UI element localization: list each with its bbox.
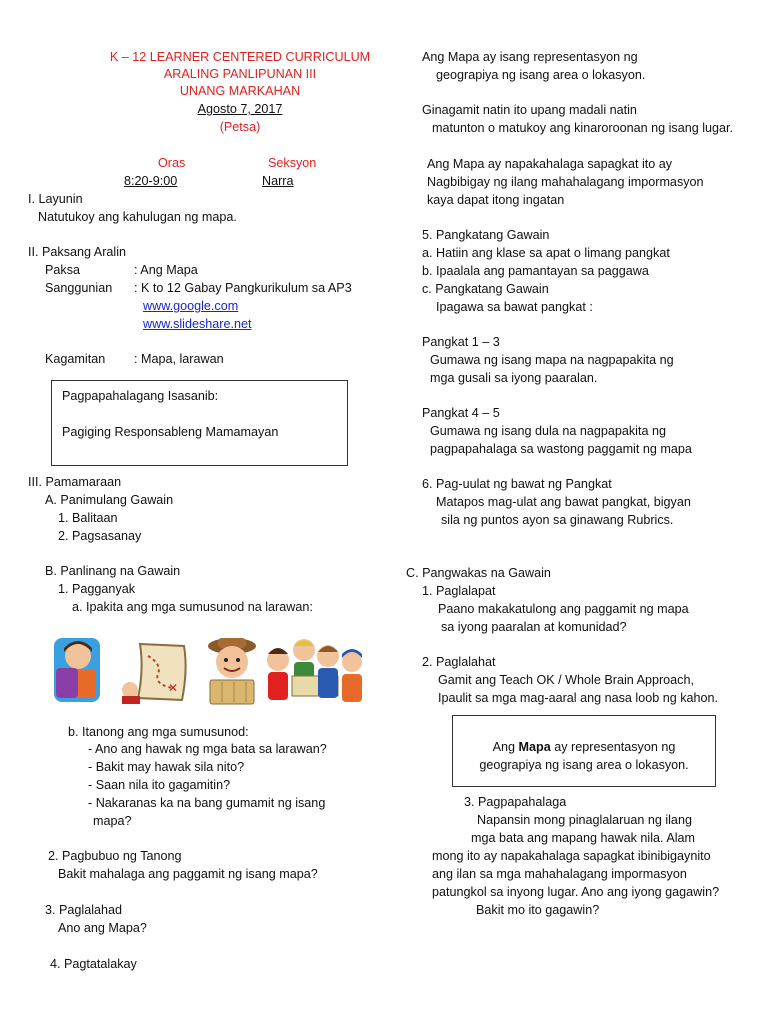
value-box-title: Pagpapahalagang Isasanib: (62, 389, 219, 403)
header-curriculum: K – 12 LEARNER CENTERED CURRICULUM (109, 50, 371, 64)
boy-holding-map-icon (202, 634, 262, 708)
box-text-post: ay representasyon ng (554, 740, 676, 754)
pagbubuo-heading: 2. Pagbubuo ng Tanong (48, 849, 182, 863)
paglalapat-heading: 1. Paglalapat (422, 584, 496, 598)
map-definition-line-1 (453, 738, 715, 756)
header-subject: ARALING PANLIPUNAN III (163, 67, 317, 81)
pagpapahalaga-line-4: ang ilan sa mga mahahalagang impormasyon (432, 867, 687, 881)
pangkat-step-c: c. Pangkatang Gawain (422, 282, 549, 296)
paglalahat-heading: 2. Paglalahat (422, 655, 496, 669)
importance-line-1: Ang Mapa ay napakahalaga sapagkat ito ay (427, 157, 673, 171)
seksyon-value: Narra (262, 174, 294, 188)
group-4-5-line-2: pagpapahalaga sa wastong paggamit ng mapa (430, 442, 692, 456)
pagpapahalaga-line-1: Napansin mong pinaglalaruan ng ilang (477, 813, 692, 827)
pangwakas-heading: C. Pangwakas na Gawain (406, 566, 551, 580)
pangkat-step-a: a. Hatiin ang klase sa apat o limang pangkat (422, 246, 670, 260)
pag-uulat-line-1: Matapos mag-ulat ang bawat pangkat, bigyan (436, 495, 691, 509)
sanggunian-value: : K to 12 Gabay Pangkurikulum sa AP3 (134, 281, 352, 295)
layunin-text: Natutukoy ang kahulugan ng mapa. (38, 210, 237, 224)
pamamaraan-heading: III. Pamamaraan (28, 475, 122, 489)
sanggunian-label: Sanggunian (45, 281, 113, 295)
pangkat-step-b: b. Ipaalala ang pamantayan sa paggawa (422, 264, 649, 278)
group-1-3-line-2: mga gusali sa iyong paaralan. (430, 371, 598, 385)
pagpapahalaga-line-6: Bakit mo ito gagawin? (476, 903, 600, 917)
oras-value: 8:20-9:00 (124, 174, 178, 188)
seksyon-label: Seksyon (268, 156, 317, 170)
pagpapahalaga-line-3: mong ito ay napakahalaga sapagkat ibinibigaynito (432, 849, 711, 863)
usage-line-2: matunton o matukoy ang kinaroroonan ng isang lugar. (432, 121, 734, 135)
group-1-3-line-1: Gumawa ng isang mapa na nagpapakita ng (430, 353, 674, 367)
question-4: - Nakaranas ka na bang gumamit ng isang (88, 796, 326, 810)
paksa-value: : Ang Mapa (134, 263, 198, 277)
pangkatang-gawain-heading: 5. Pangkatang Gawain (422, 228, 550, 242)
link-google[interactable]: www.google.com (143, 299, 239, 313)
paglalahad-heading: 3. Paglalahad (45, 903, 123, 917)
value-integration-box (51, 380, 348, 466)
paksa-label: Paksa (45, 263, 81, 277)
child-with-backpack-icon (48, 634, 104, 706)
pagsasanay-item: 2. Pagsasanay (58, 529, 142, 543)
pag-uulat-heading: 6. Pag-uulat ng bawat ng Pangkat (422, 477, 612, 491)
definition-line-1: Ang Mapa ay isang representasyon ng (422, 50, 638, 64)
importance-line-2: Nagbibigay ng ilang mahahalagang impormasyon (427, 175, 704, 189)
paglalapat-line-2: sa iyong paaralan at komunidad? (441, 620, 627, 634)
pagganyak-item: 1. Pagganyak (58, 582, 136, 596)
question-1: - Ano ang hawak ng mga bata sa larawan? (88, 742, 327, 756)
question-2: - Bakit may hawak sila nito? (88, 760, 245, 774)
svg-text:✕: ✕ (168, 681, 179, 695)
paglalahat-line-2: Ipaulit sa mga mag-aaral ang nasa loob ng kahon. (438, 691, 719, 705)
pag-uulat-line-2: sila ng puntos ayon sa ginawang Rubrics. (441, 513, 674, 527)
panlinang-gawain-heading: B. Panlinang na Gawain (45, 564, 181, 578)
link-slideshare[interactable]: www.slideshare.net (143, 317, 252, 331)
usage-line-1: Ginagamit natin ito upang madali natin (422, 103, 637, 117)
importance-line-3: kaya dapat itong ingatan (427, 193, 565, 207)
panimulang-gawain-heading: A. Panimulang Gawain (45, 493, 174, 507)
question-4-cont: mapa? (93, 814, 132, 828)
pagtatalakay-heading: 4. Pagtatalakay (50, 957, 137, 971)
box-text-pre: Ang (492, 740, 516, 754)
layunin-heading: I. Layunin (28, 192, 83, 206)
pangkat-step-c-text: Ipagawa sa bawat pangkat : (436, 300, 593, 314)
kagamitan-value: : Mapa, larawan (134, 352, 224, 366)
group-4-5-heading: Pangkat 4 – 5 (422, 406, 500, 420)
header-quarter: UNANG MARKAHAN (179, 84, 301, 98)
header-date: Agosto 7, 2017 (197, 102, 283, 116)
paglalahad-text: Ano ang Mapa? (58, 921, 147, 935)
definition-line-2: geograpiya ng isang area o lokasyon. (436, 68, 646, 82)
group-4-5-line-1: Gumawa ng isang dula na nagpapakita ng (430, 424, 666, 438)
paglalahat-line-1: Gamit ang Teach OK / Whole Brain Approach, (438, 673, 694, 687)
pagpapahalaga-heading: 3. Pagpapahalaga (464, 795, 567, 809)
pagpapahalaga-line-5: patungkol sa inyong lugar. Ano ang iyong gagawin? (432, 885, 720, 899)
question-3: - Saan nila ito gagamitin? (88, 778, 231, 792)
treasure-map-icon (118, 640, 192, 706)
kagamitan-label: Kagamitan (45, 352, 106, 366)
paglalapat-line-1: Paano makakatulong ang paggamit ng mapa (438, 602, 689, 616)
pagbubuo-text: Bakit mahalaga ang paggamit ng isang mapa? (58, 867, 318, 881)
children-with-map-icon (262, 632, 366, 708)
ipakita-larawan: a. Ipakita ang mga sumusunod na larawan: (72, 600, 313, 614)
header-date-label: (Petsa) (219, 120, 261, 134)
map-definition-line-2: geograpiya ng isang area o lokasyon. (479, 758, 689, 772)
map-definition-box (452, 715, 716, 787)
pagpapahalaga-line-2: mga bata ang mapang hawak nila. Alam (471, 831, 696, 845)
group-1-3-heading: Pangkat 1 – 3 (422, 335, 500, 349)
box-text-bold: Mapa (518, 740, 551, 754)
value-box-value: Pagiging Responsableng Mamamayan (62, 425, 279, 439)
oras-label: Oras (158, 156, 186, 170)
paksang-aralin-heading: II. Paksang Aralin (28, 245, 127, 259)
itanong-heading: b. Itanong ang mga sumusunod: (68, 725, 249, 739)
balitaan-item: 1. Balitaan (58, 511, 118, 525)
